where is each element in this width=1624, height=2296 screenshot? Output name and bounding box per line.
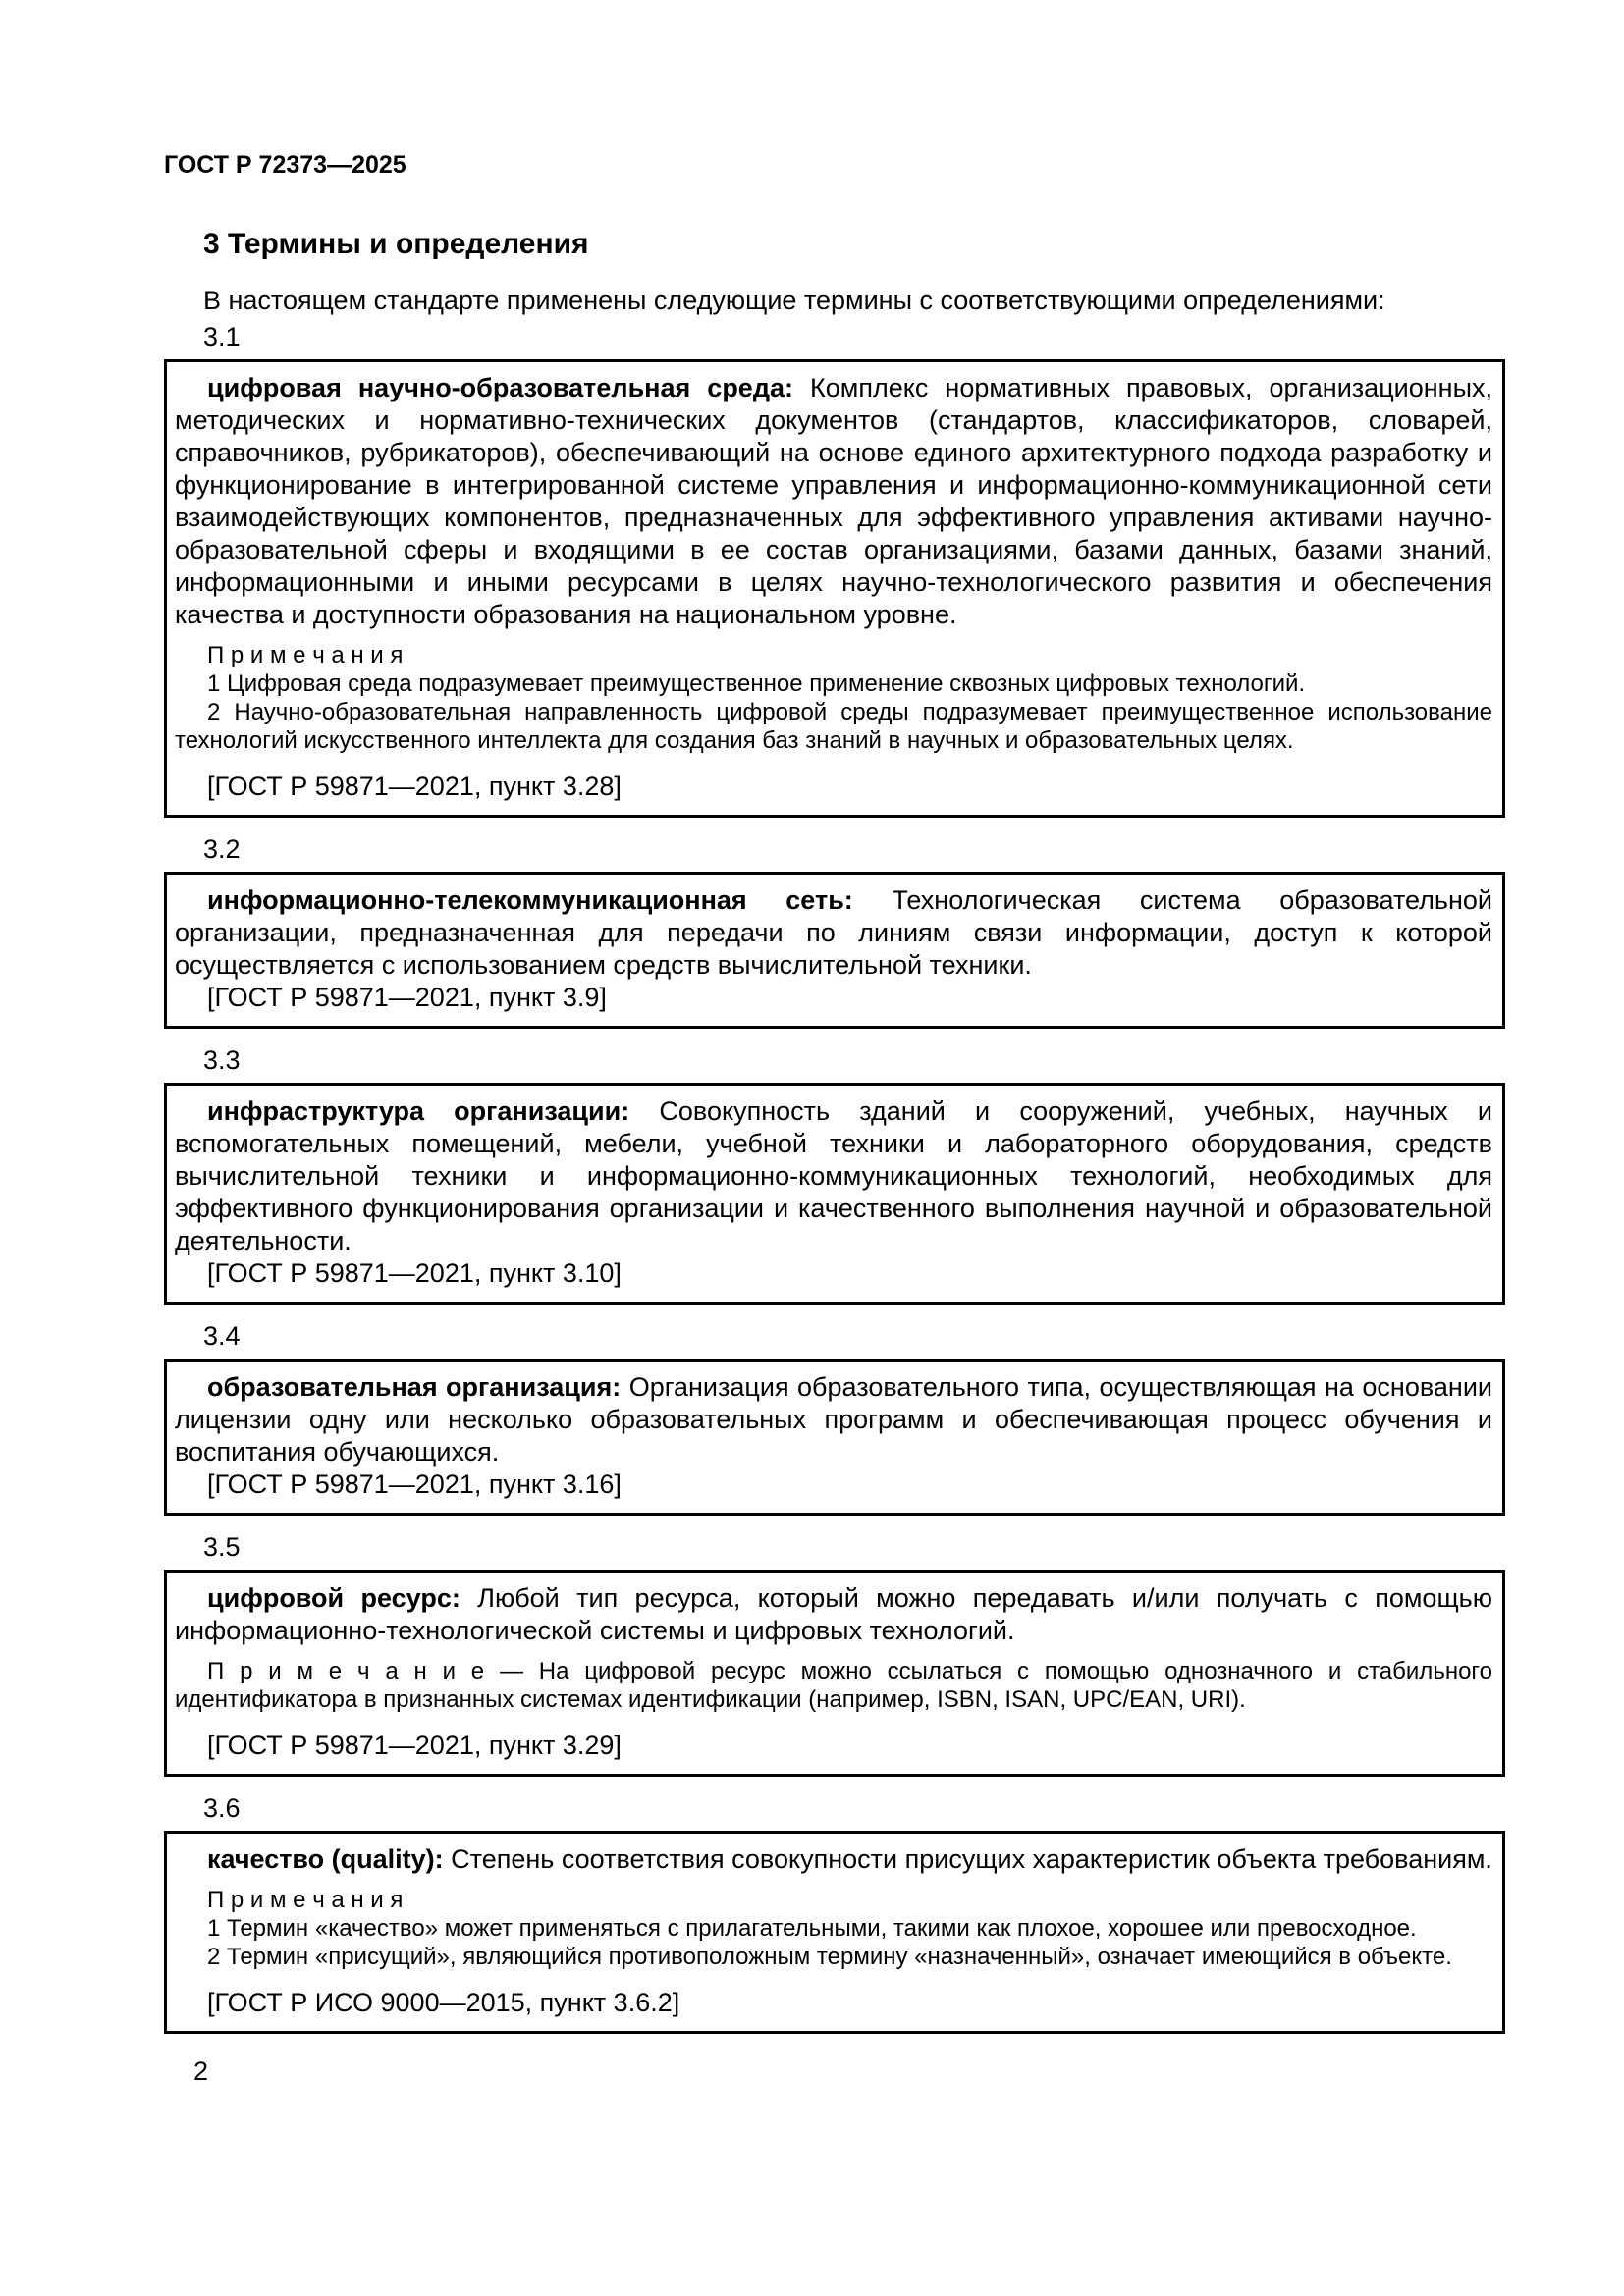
note-item: 1 Цифровая среда подразумевает преимущественное применение сквозных цифровых технологий.	[207, 670, 1306, 697]
term-box-3-1	[164, 359, 1505, 818]
term-definition-paragraph	[175, 1843, 1492, 1876]
notes-label: П р и м е ч а н и я	[207, 642, 404, 668]
term-box-3-2	[164, 872, 1505, 1029]
source-reference: [ГОСТ Р 59871—2021, пункт 3.10]	[207, 1258, 622, 1288]
source-reference: [ГОСТ Р ИСО 9000—2015, пункт 3.6.2]	[207, 1988, 680, 2017]
term-definition-paragraph	[175, 372, 1492, 631]
document-code: ГОСТ Р 72373—2025	[164, 151, 406, 179]
page-number: 2	[193, 2056, 209, 2086]
term-box-3-6	[164, 1831, 1505, 2034]
term-name: образовательная организация:	[207, 1372, 622, 1402]
notes-block	[175, 1886, 1492, 1971]
term-definition: Совокупность зданий и сооружений, учебных, научных и вспомогательных помещений, мебели, учебной техники и лабораторного оборудования, средств вычислительной техники и информационно-коммуникационных технологий, необходимых для эффективного функционирования организации и качественного выполнения научной и образовательной деятельности.	[175, 1096, 1493, 1255]
note-item: 2 Термин «присущий», являющийся противоположным термину «назначенный», означает имеющийся в объекте.	[207, 1944, 1452, 1970]
term-name: качество (quality):	[207, 1844, 444, 1874]
term-number-3-1: 3.1	[203, 322, 241, 351]
note-item: П р и м е ч а н и е — На цифровой ресурс можно ссылаться с помощью однозначного и стабильного идентификатора в признанных системах идентификации (например, ISBN, ISAN, UPC/EAN, URI).	[175, 1658, 1492, 1713]
source-reference: [ГОСТ Р 59871—2021, пункт 3.9]	[207, 983, 607, 1012]
term-definition-paragraph	[175, 884, 1492, 982]
term-name: цифровой ресурс:	[207, 1583, 460, 1613]
term-definition: Комплекс нормативных правовых, организационных, методических и нормативно-технических документов (стандартов, классификаторов, словарей, справочников, рубрикаторов), обеспечивающий на основе единого архитектурного подхода разработку и функционирование в интегрированной системе управления и информационно-коммуникационной сети взаимодействующих компонентов, предназначенных для эффективного управления активами научно-образовательной сферы и входящими в ее состав организациями, базами данных, базами знаний, информационными и иными ресурсами в целях научно-технологического развития и обеспечения качества и доступности образования на национальном уровне.	[175, 373, 1492, 629]
term-number-3-4: 3.4	[203, 1321, 241, 1351]
term-definition: Технологическая система образовательной организации, предназначенная для передачи по линиям связи информации, доступ к которой осуществляется с использованием средств вычислительной техники.	[175, 885, 1492, 980]
term-definition: Любой тип ресурса, который можно передавать и/или получать с помощью информационно-технологической системы и цифровых технологий.	[175, 1583, 1492, 1645]
note-item: 2 Научно-образовательная направленность цифровой среды подразумевает преимущественное использование технологий искусственного интеллекта для создания баз знаний в научных и образовательных целях.	[175, 699, 1492, 754]
note-item: 1 Термин «качество» может применяться с прилагательными, такими как плохое, хорошее или превосходное.	[207, 1915, 1417, 1942]
source-reference: [ГОСТ Р 59871—2021, пункт 3.16]	[207, 1469, 622, 1499]
term-number-3-3: 3.3	[203, 1045, 241, 1075]
intro-paragraph: В настоящем стандарте применены следующие термины с соответствующими определениями:	[203, 286, 1385, 315]
term-name: цифровая научно-образовательная среда:	[207, 373, 793, 402]
term-number-3-2: 3.2	[203, 834, 241, 864]
section-title: 3 Термины и определения	[203, 228, 589, 260]
term-box-3-5	[164, 1570, 1505, 1777]
term-definition-paragraph	[175, 1582, 1492, 1647]
term-name: инфраструктура организации:	[207, 1096, 630, 1126]
term-box-3-4	[164, 1359, 1505, 1516]
source-reference: [ГОСТ Р 59871—2021, пункт 3.28]	[207, 772, 622, 801]
term-number-3-6: 3.6	[203, 1793, 241, 1823]
term-definition-paragraph	[175, 1371, 1492, 1468]
term-definition: Степень соответствия совокупности присущих характеристик объекта требованиям.	[451, 1844, 1492, 1874]
notes-label: П р и м е ч а н и я	[207, 1887, 404, 1913]
term-definition: Организация образовательного типа, осуществляющая на основании лицензии одну или несколько образовательных программ и обеспечивающая процесс обучения и воспитания обучающихся.	[175, 1372, 1492, 1467]
page-content	[164, 0, 1505, 2088]
source-reference: [ГОСТ Р 59871—2021, пункт 3.29]	[207, 1731, 622, 1760]
term-definition-paragraph	[175, 1095, 1492, 1257]
notes-block	[175, 641, 1492, 755]
term-number-3-5: 3.5	[203, 1532, 241, 1562]
term-box-3-3	[164, 1083, 1505, 1305]
term-name: информационно-телекоммуникационная сеть:	[207, 885, 853, 915]
